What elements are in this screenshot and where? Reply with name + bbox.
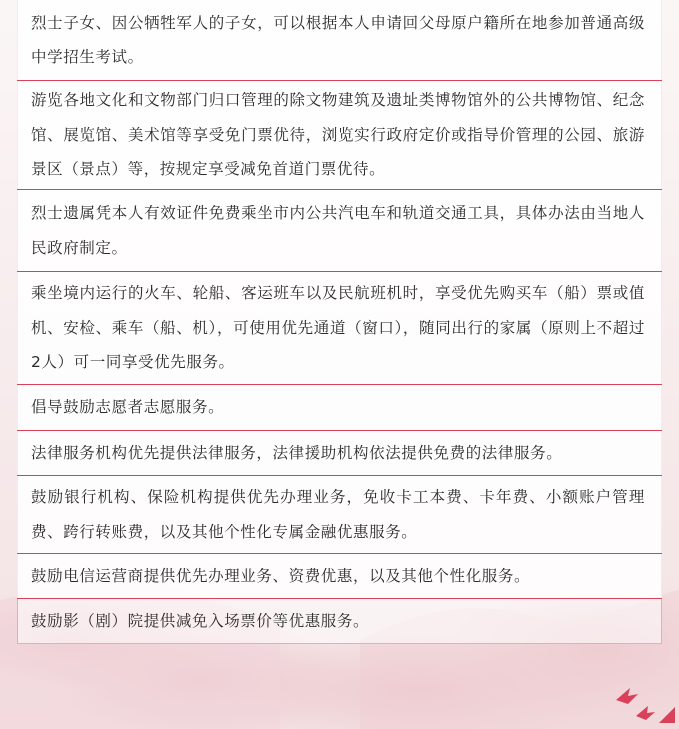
row-text: 烈士遗属凭本人有效证件免费乘坐市内公共汽电车和轨道交通工具，具体办法由当地人民政府制定。 xyxy=(31,204,645,257)
table-row xyxy=(17,431,662,476)
row-text: 鼓励银行机构、保险机构提供优先办理业务，免收卡工本费、卡年费、小额账户管理费、跨行转账费，以及其他个性化专属金融优惠服务。 xyxy=(31,488,645,541)
row-text: 游览各地文化和文物部门归口管理的除文物建筑及遗址类博物馆外的公共博物馆、纪念馆、展览馆、美术馆等享受免门票优待，浏览实行政府定价或指导价管理的公园、旅游景区（景点）等，按规定享受减免首道门票优待。 xyxy=(31,91,645,179)
row-text: 倡导鼓励志愿者志愿服务。 xyxy=(31,398,225,417)
table-row xyxy=(17,190,662,272)
table-row xyxy=(17,0,662,81)
corner-triangle-icon xyxy=(659,707,675,723)
table-row xyxy=(17,385,662,431)
row-text: 乘坐境内运行的火车、轮船、客运班车以及民航班机时，享受优先购买车（船）票或值机、安检、乘车（船、机），可使用优先通道（窗口），随同出行的家属（原则上不超过2人）可一同享受优先服务。 xyxy=(31,284,645,372)
table-row xyxy=(17,554,662,599)
table-row xyxy=(17,81,662,190)
benefits-table xyxy=(17,0,662,644)
table-row xyxy=(17,272,662,385)
table-row xyxy=(17,476,662,554)
row-text: 鼓励影（剧）院提供减免入场票价等优惠服务。 xyxy=(31,612,370,631)
row-text: 烈士子女、因公牺牲军人的子女，可以根据本人申请回父母原户籍所在地参加普通高级中学招生考试。 xyxy=(31,13,645,66)
row-text: 法律服务机构优先提供法律服务，法律援助机构依法提供免费的法律服务。 xyxy=(31,443,563,462)
row-text: 鼓励电信运营商提供优先办理业务、资费优惠，以及其他个性化服务。 xyxy=(31,566,531,585)
table-row xyxy=(17,599,662,644)
